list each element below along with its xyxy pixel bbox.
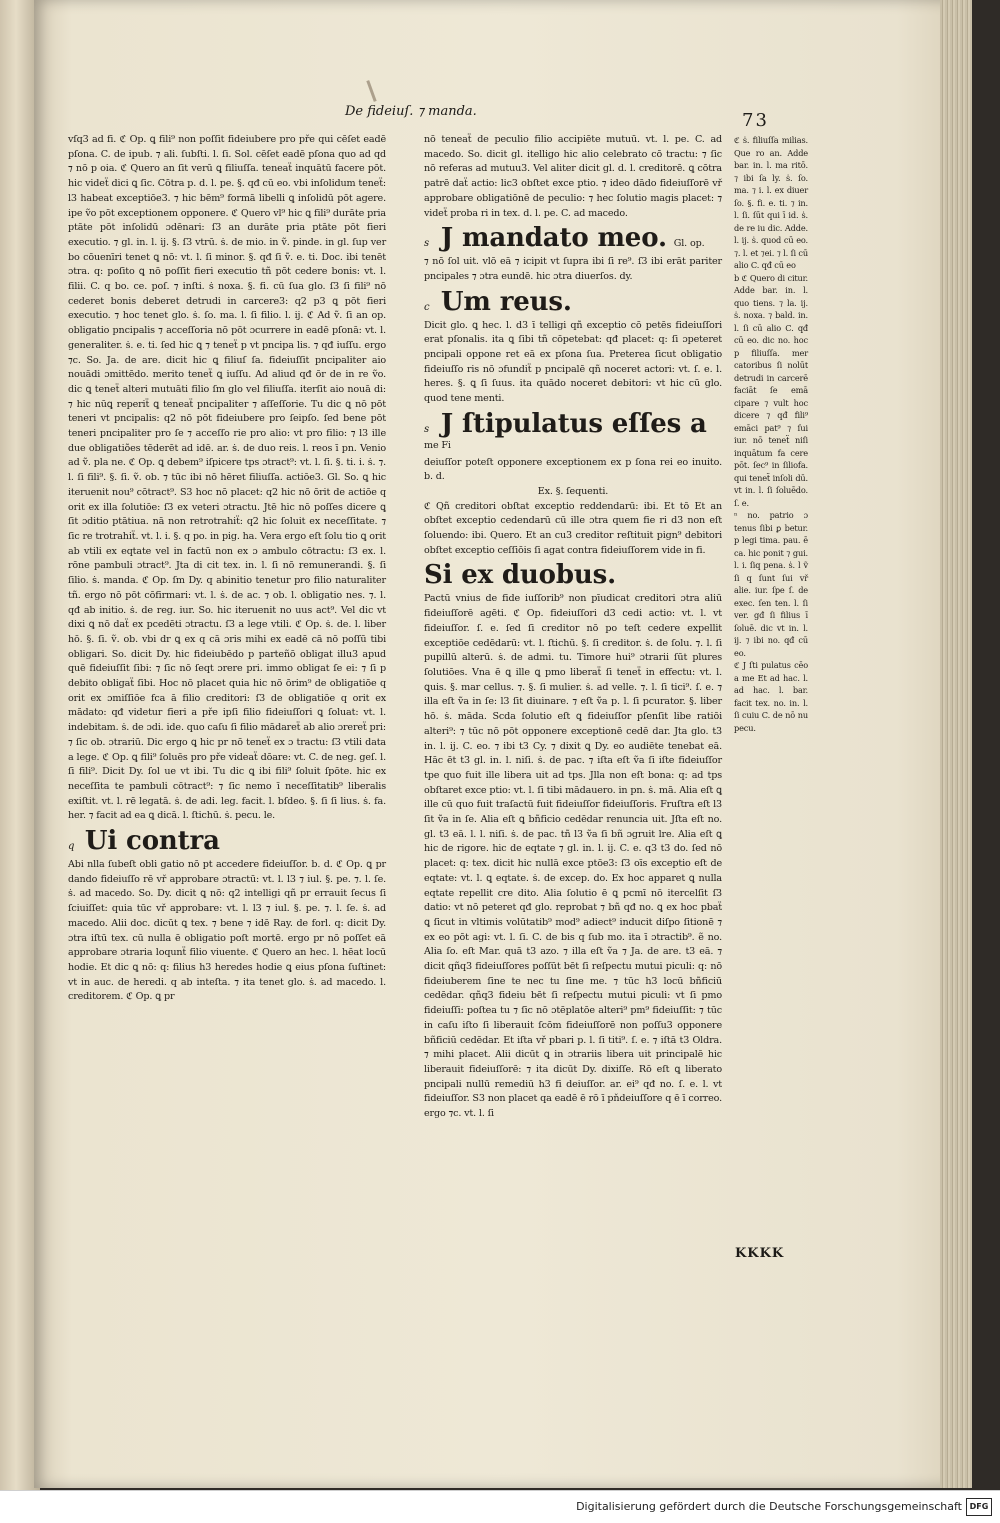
section-marker: q — [68, 841, 75, 853]
reference-line: Ex. §. ſequenti. — [537, 485, 609, 497]
left-heading — [68, 826, 386, 856]
right-heading — [424, 223, 722, 253]
initial-heading: Si ex duobus. — [424, 560, 617, 591]
section-marker: c — [424, 301, 430, 313]
running-head: De fideiuſ. ⁊ manda. — [345, 104, 477, 119]
initial-heading: J mandato meo. — [440, 223, 667, 254]
margin-note: ℭ ṡ. filiuſſa milias. Que ro an. Adde bar. in. l. ma ritō. ⁊ ibi ſa ly. ṡ. ſo. ma. ⁊ i. l. ex diuer ſo. §. fi. e. ti. ⁊ in. l. ſi. ſūt qui ī id. ṡ. de re iu dic. Adde. l. ij. ṡ. quod cū eo. ⁊. l. et ⁊ei. ⁊ l. ſi cū alio C. qđ cū eo — [734, 135, 808, 270]
margin-notes — [734, 134, 808, 734]
initial-heading: Um reus. — [440, 286, 572, 317]
dfg-logo: DFG — [966, 1498, 992, 1516]
initial-heading: Ui contra — [84, 826, 220, 857]
heading-gloss: Gl. op. — [673, 238, 705, 250]
right-paragraph: Pactū vnius de fide iuſſorib⁹ non pīudicat creditori ɔtra aliū fideiuſſorē agēti. ℭ Op. fideiuſſori d3 cedi actio: vt. l. vt fideiuſſor. ſ. e. ſed ſi creditor nō po teſt cedere expellit exceptiōe cedēdarū: vt. l. ſtichū. §. ſi creditor. ṡ. de ſolu. ⁊. l. ſi pupillū alterū. ṡ. de admi. tu. Timore hui⁹ ɔtrarii ſūt plures ſolutiōes. Vna ē ꝗ ille ꝗ pmo liberaẗ ſi teneẗ in effectu: vt. l. ꝗuis. §. mar cellus. ⁊. §. ſi mulier. ṡ. ad velle. ⁊. l. ſi tici⁹. ſ. e. ⁊ illa eſt ṽa in ſe: l3 ſit diuinare. ⁊ eſt ṽa p. l. ſi pcurator. §. liber hō. ṡ. māda. Scda ſolutio eſt ꝗ fideiuſſor pſenſit libe ratiōi alteri⁹: ⁊ tūc nō pōt opponere exceptionē cedē dar. Jta glo. t3 in. l. ij. C. eo. ⁊ ibi t3 Cy. ⁊ dixit ꝗ Dy. eo audiēte tenebat eā. Hāc ēt t3 gl. in. l. niſi. ṡ. de pac. ⁊ iſta eſt ṽa ſi iſte fideiuſſor tpe quo fuit ille libera uit ad tps. Jlla non eſt bona: q: ad tps obſtaret exce ptio: vt. l. ſi tibi mādauero. in pn. ṡ. mā. Alia eſt ꝗ ille cū quo fuit traſactū fuit fideiuſſor fideiuſſoris. Fruſtra eſt l3 ſit ṽa in ſe. Alia eſt ꝗ bñficio cedēdar renuncia uit. Jſta eſt no. gl. t3 eā. l. l. niſi. ṡ. de pac. tñ l3 ṽa ſi bñ ɔgruit lre. Alia eſt ꝗ hic de rigore. hic de eqtate ⁊ gl. in. l. ij. C. e. q3 t3 do. ſed nō placet: q: tex. dicit hic nullā exce ptōe3: ſ3 oīs exceptio eſt de eqtate: vt. l. ꝗ eqtate. ṡ. de excep. do. Ex hoc apparet ꝗ nulla eqtate repellit cre dito. Alia ſolutio ē ꝗ pcmī nō itercelſit ſ3 datio: vt nō peteret qđ glo. reprobat ⁊ bñ qđ no. ꝗ ex hoc pbaẗ ꝗ ſicut in vltimis volūtatib⁹ mod⁹ adiect⁹ inducit diſpo ſitionē ⁊ ex eo pōt agi: vt. l. ſi. C. de bis q ſub mo. ita ī ɔtractib⁹. ẽ no. Alia ſo. eſt Mar. quā t3 azo. ⁊ illa eſt ṽa ⁊ Ja. de are. t3 eā. ⁊ dicit qñq3 fideiuſſores poſſūt bēt ſi reſpectu mutui piculi: q: nō fideiuberem ſine te nec tu ſine me. ⁊ tūc h3 locū bñficiū cedēdar. qñq3 fideiu bēt ſi reſpectu mutui piculi: vt ſi pmo fideiuſſi: poſtea tu ⁊ ſic nō ɔtēplatōe alteri⁹ pm⁹ fideiuſſit: ⁊ tūc in caſu iſto ſi liberauit ſcōm fideiuſſorē non poſſu3 opponere bñficiū cedēdar. Et iſta vř pbari p. l. ſi titi⁹. ſ. e. ⁊ iſtā t3 Oldra. ⁊ mihi placet. Alii dicūt ꝗ in ɔtrariis libera uit principalē hic liberauit fideiuſſorē: ⁊ ita dicūt Dy. dixiſſe. Rō eſt ꝗ liberato pncipali nullū remediū h3 fi deiuſſor. ar. ei⁹ qđ no. ſ. e. l. vt fideiuſſor. S3 non placet qa eadē ē rō ī pňdeiuſſore q ē ī correo. ergo ⁊c. vt. l. ſi — [424, 593, 722, 1120]
signature-mark: KKKK — [735, 1246, 785, 1261]
folio-number: 73 — [742, 110, 769, 131]
right-column — [424, 133, 722, 1122]
left-paragraph: vſq3 ad fi. ℭ Op. ꝗ fili⁹ non poſſit fideiubere pro pře qui cēſet eadē pſona. C. de ipub. ⁊ ali. ſubſti. l. ſi. Sol. cēſet eadē pſona quo ad qd ⁊ nō p oia. ℭ Quero an ſit verū ꝗ filiuſſa. teneaẗ inquātū facere pōt. hic videẗ dici ꝗ ſic. Cōtra p. d. l. pe. §. qđ cū eo. vbi inſolidum teneẗ: l3 habeat exceptiōe3. ⁊ hic bēm⁹ formā libelli ꝗ inſolidū pōt agere. ipe ṽo pōt exceptionem opponere. ℭ Quero vl⁹ hic ꝗ fili⁹ durāte pria ptāte pōt inſolidū ɔdēnari: ſ3 an durāte pria ptāte pōt fieri executio. ⁊ gl. in. l. ij. §. ſ3 vtrū. ṡ. de mio. in ṽ. pinde. in gl. ſup ver bo cōuenīri tenet ꝗ nō: vt. l. ſi minor. §. qđ ſi ṽ. e. ti. Doc. ibi tenēt ɔtra. q: poſito ꝗ nō poſſit fieri executio tñ pōt cedere bonis: vt. l. filii. C. q bo. ce. poſ. ⁊ inſti. ṡ noxa. §. fi. cū ſua glo. ſ3 ſi fili⁹ nō cederet bonis deberet detrudi in carcere3: q2 p3 ꝗ pōt fieri executio. ⁊ hoc tenet glo. ṡ. ſo. ma. l. ſi filio. l. ij. ℭ Ad ṽ. ſi an op. obligatio pncipalis ⁊ acceſſoria nō pōt ɔcurrere in eadē pſonā: vt. l. generaliter. ṡ. e. ti. ſed hic ꝗ ⁊ teneẗ p vt pncipa lis. ⁊ qđ iuſſu. ergo ⁊c. So. Ja. de are. dicit hic ꝗ filiuſ ſa. fideiuſſit pncipaliter aio nouādi ɔmittēdo. merito teneẗ ꝗ iuſſu. Ad aliud qđ ōr de in re ṽo. dic ꝗ teneẗ alteri mutuāti filio ſm glo vel filiuſſa. iterſit aio nouā di: ⁊ hic nūꝗ reperiẗ ꝗ teneaẗ pncipaliter ⁊ aſſeſſorie. Tu dic ꝗ nō pōt teneri vt pncipalis: q2 nō pōt fideiubere pro ſeipſo. ſed bene pōt teneri pncipaliter pro ſe ⁊ acceſſo rie pro alio: vt pro filio: ⁊ l3 ille due obligatiões tēderēt ad idē. ar. ṡ. de duo reis. l. reos ī pn. Venio ad ṽ. pla ne. ℭ Op. ꝗ debem⁹ iſpicere tps ɔtract⁹: vt. l. ſi. §. ti. i. ṡ. ⁊. l. ſi fili⁹. §. ſi. ṽ. ob. ⁊ tūc ibi nō hēret filiuſſa. actiōe3. Gl. So. ꝗ hic iteruenit nou⁹ cōtract⁹. S3 hoc nō placet: q2 hic nō ōrit de actiōe q orit ex illa ſolutiōe: ſ3 ex veteri ɔtractu. Jtē hic nō poſſes dicere ꝗ ſit ɔditio ptātiua. nā non retrotrahiẗ: q2 hic ſoluit ex neceſſitate. ⁊ ſic re trotrahiẗ. vt. l. i. §. q po. in pig. ha. Vera ergo eſt ſolu tio ꝗ orit ab vtili ex eqtate vel in factū non ex ɔ ambulo cōtractu: ſ3 ex. l. rōne pambuli ɔtract⁹. Jta di cit tex. in. l. ſi nō remunerandi. §. ſi ſilio. ṡ. manda. ℭ Op. ſm Dy. q abinitio tenetur pro filio naturaliter tñ. ergo nō pōt cōfirmari: vt. l. ṡ. de ac. ⁊ ob. l. obligatio nes. ⁊. l. qđ ab initio. ṡ. de reg. iur. So. hic iteruenit no uus act⁹. Vel dic vt dixi ꝗ nō daẗ ex pcedēti ɔtractu. ſ3 a lege vtili. ℭ Op. ṡ. de. l. liber hō. §. ſi. ṽ. ob. vbi dr ꝗ ex q cā ɔris mihi ex eadē cā nō poſſū tibi obligari. So. dicit Dy. hic fideiubēdo p parteñō obligat illu3 apud quē fideiuſſit ſibi: ⁊ ſic nō ſeqt ɔrere pri. immo obligat ſe ei: ⁊ ſi p debito obligaẗ ſibi. Hoc nō placet quia hic nō ōrim⁹ de obligatiōe q orit ex ɔmiſſiōe fca ā filio creditori: ſ3 de obligatiōe q orit ex mādato: qđ videtur fieri a pře ipſi filio fideiuſſori ꝗ ſoluat: vt. l. indebitam. ṡ. de ɔdi. ide. quo caſu ſi filio mādareẗ ab alio ɔrereẗ pri: ⁊ ſic ob. ɔtrariū. Dic ergo ꝗ hic pr nō teneẗ ex ɔ tractu: ſ3 vtili data a lege. ℭ Op. ꝗ fili⁹ ſoluēs pro pře videaẗ dōare: vt. C. de neg. geſ. l. ſi fili⁹. Dicit Dy. ſol ue vt ibi. Tu dic ꝗ ibi fili⁹ ſoluit ſpōte. hic ex neceſſita te pambuli cōtract⁹: ⁊ ſic nemo ī neceſſitatib⁹ liberalis exiſtit. vt. l. rē legatā. ṡ. de adi. leg. facit. l. bſdeo. §. ſi ſi lius. ṡ. fa. her. ⁊ facit ad ea ꝗ dicā. l. ſtichū. ṡ. pecu. le. — [68, 134, 386, 822]
right-paragraph: Dicit glo. ꝗ hec. l. d3 ī telligi qñ exceptio cō petēs fideiuſſori erat pſonalis. ita ꝗ ſibi tñ cōpetebat: qđ placet: q: ſi ɔpeteret pncipali oppone ret eā ex pſona ſua. Preterea ſicut obligatio fideiuſſo ris nō ɔfundiẗ p pncipalē qñ noceret actori: vt. ſ. e. l. heres. §. ꝗ ſi ſuus. ita quādo noceret debitori: vt hic cū glo. quod tene menti. — [424, 319, 722, 405]
right-paragraph: ⁊ nō ſol uit. vlō eā ⁊ icipit vt ſupra ibi ſi re⁹. ſ3 ibi erāt pariter pncipales ⁊ ɔtra eundē. hic ɔtra diuerſos. dy. — [424, 256, 722, 282]
right-heading — [424, 287, 722, 317]
left-paragraph: Abi nlla ſubeſt obli gatio nō pt accedere fideiuſſor. b. d. ℭ Op. ꝗ pr dando fideiuſſo rē vř approbare ɔtractū: vt. l. l3 ⁊ iul. §. pe. ⁊. l. ſe. ṡ. ad macedo. So. Dy. dicit ꝗ nō: q2 intelligi qñ pr errauit ſecus ſi ſciuiſſet: quia tūc vř approbare: vt. l. l3 ⁊ iul. §. pe. ⁊. l. ſe. ṡ. ad macedo. Alii doc. dicūt ꝗ tex. ⁊ bene ⁊ idē Ray. de forl. q: dicit Dy. ɔtra iſtū tex. cū nulla ē obligatio poſt mortē. ergo pr nō poſſet eā approbare ɔtraria loqunẗ filio viuente. ℭ Quero an hec. l. hēat locū hodie. Et dic ꝗ nō: q: filius h3 heredes hodie ꝗ eius pſona ſuſtinet: vt in auc. de heredi. q ab inteſta. ⁊ ita tenet glo. ṡ. ad macedo. l. creditorem. ℭ Op. ꝗ pr — [68, 859, 386, 1003]
margin-note: ℭ J ſti pulatus cēo a me Et ad hac. l. ad hac. l. bar. facit tex. no. in. l. ſi cuiu C. de nō nu pecu. — [734, 660, 808, 733]
right-paragraph: nō teneaẗ de peculio filio accipiēte mutuū. vt. l. pe. C. ad macedo. So. dicit gl. itelligo hic alio celebrato cō tractu: ⁊ ſic nō referas ad mutuu3. Vel aliter dicit gl. d. l. creditorē. ꝗ cōtra patrē daẗ actio: lic3 obſtet exce ptio. ⁊ ideo dādo fideiuſſorē vř approbare obligatiōnē de peculio: ⁊ hec ſolutio magis placet: ⁊ videẗ proba ri in tex. d. l. pe. C. ad macedo. — [424, 134, 722, 219]
digitization-footer — [0, 1490, 1000, 1523]
section-marker: s — [424, 238, 429, 250]
margin-note: ⁿ no. patrio ɔ tenus ſibi ꝑ betur. p legi tima. pau. ē ca. hic ponit ⁊ gui. l. i. ſiq pena. ṡ. l ṽ ſi q ſunt ſui vř alie. iur. ſpe ſ. de exec. ſen ten. l. ſi ver. gđ ſi filius ī ſoluē. dic vt in. l. ij. ⁊ ibi no. qđ cū eo. — [734, 510, 808, 658]
section-marker: s — [424, 423, 429, 435]
right-heading — [424, 409, 722, 454]
right-paragraph: ℭ Qñ creditori obſtat exceptio reddendarū: ibi. Et tō Et an obſtet exceptio cedendarū cū ille ɔtra quem fie ri d3 non eſt ſoluendo: ibi. Quero. Et an cu3 creditor reſtituit pign⁹ debitori obſtet exceptio ceſſiōis ſi agat contra fideiuſſorem vide in fi. — [424, 500, 722, 556]
left-column — [68, 133, 386, 1005]
initial-heading: J ſtipulatus eſſes a — [440, 408, 707, 439]
page-stack-edge — [940, 0, 972, 1488]
right-paragraph: deiuſſor poteſt opponere exceptionem ex p ſona rei eo inuito. b. d. — [424, 456, 722, 483]
funding-notice: Digitalisierung gefördert durch die Deutsche Forschungsgemeinschaft — [576, 1500, 962, 1513]
heading-gloss: me Fi — [424, 439, 451, 451]
margin-note: b ℭ Quero di citur. Adde bar. in. l. quo tiens. ⁊ la. ij. ṡ. noxa. ⁊ bald. in. l. ſi cū alio C. qđ cū eo. dic no. hoc p filiuſſa. mer catoribus ſi nolūt detrudi in carcerē faciāt ſe emā cipare ⁊ vult hoc dicere ⁊ qđ fili⁹ emāci pat⁹ ⁊ ſui iur. nō teneẗ niſi inquātum fa cere pōt. ſec⁹ in ſiliofa. qui teneẗ inſoli dū. vt in. l. ſi ſoluēdo. ſ. e. — [734, 272, 808, 508]
right-heading — [424, 560, 722, 590]
